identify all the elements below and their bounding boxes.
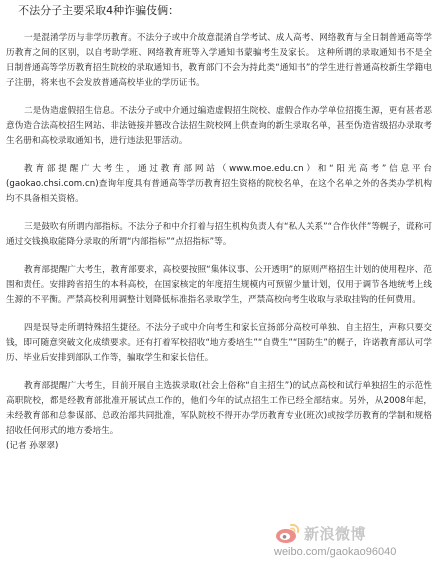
- paragraph-4: 三是鼓吹有所谓内部指标。不法分子和中介打着与招生机构负责人有“私人关系”“合作伙伴”等幌子，谎称可通过交钱换取能降分录取的所谓“内部指标”“点招指标”等。: [6, 222, 432, 247]
- paragraph-5: 教育部提醒广大考生，教育部要求，高校要按照“集体议事、公开透明”的原则严格招生计划的使用程序、范围和责任。安排跨省招生的本科高校，在国家核定的年度招生规模内可预留少量计划，仅用于调节各地统考上线生源的不平衡。严禁高校利用调整计划降低标准指名录取学生，严禁高校向考生收取与录取挂钩的任何费用。: [6, 265, 432, 305]
- paragraph-1: 一是混淆学历与非学历教育。不法分子或中介故意混淆自学考试、成人高考、网络教育与全日制普通高等学历教育之间的区别，以自考助学班、网络教育班等入学通知书蒙骗考生及家长。 这种所谓的录取通知书不是全日制普通高等学历教育招生院校的录取通知书，教育部门不会为持此类“通知书”的学生进行普通高校新生学籍电子注册，将来也不会发放普通高校毕业的学历证书。: [6, 33, 432, 88]
- paragraph-6: 四是误导走所谓特殊招生捷径。不法分子或中介向考生和家长宣扬部分高校可单独、自主招生，声称只要交钱，即可随意突破文化成绩要求。还有打着军校招收“地方委培生”“自费生”“国防生”的幌子，许诺教育部认可学历、毕业后安排到部队工作等，骗取学生和家长信任。: [6, 323, 432, 363]
- paragraph-2: 二是伪造虚假招生信息。不法分子或中介通过编造虚假招生院校、虚假合作办学单位招揽生源，更有甚者恶意伪造合法高校招生网站、非法链接并篡改合法招生院校网上供查询的新生录取名单，甚至伪造省级招办录取考生名册和高校录取通知书，进行违法犯罪活动。: [6, 106, 432, 146]
- paragraph-3: 教育部提醒广大考生，通过教育部网站（www.moe.edu.cn）和“阳光高考”信息平台(gaokao.chsi.com.cn)查询年度具有普通高等学历教育招生资格的院校名单，在这个名单之外的各类办学机构均不具备相关资格。: [6, 164, 432, 204]
- watermark-brand-text: 新浪微博: [304, 525, 367, 543]
- author-credit: (记者 孙翠翠): [6, 441, 59, 451]
- watermark-url: weibo.com/gaokao96040: [274, 546, 397, 558]
- paragraph-7: 教育部提醒广大考生，目前开展自主选拔录取(社会上俗称“自主招生”)的试点高校和试行单独招生的示范性高职院校，都是经教育部批准开展试点工作的，他们今年的试点招生工作已经全部结束。另外，从2008年起，未经教育部和总参谋部、总政治部共同批准，军队院校不得开办学历教育专业(班次)或按学历教育的学制和规格招收任何形式的地方委培生。: [6, 381, 432, 436]
- article-heading: 不法分子主要采取4种诈骗伎俩：: [18, 4, 180, 17]
